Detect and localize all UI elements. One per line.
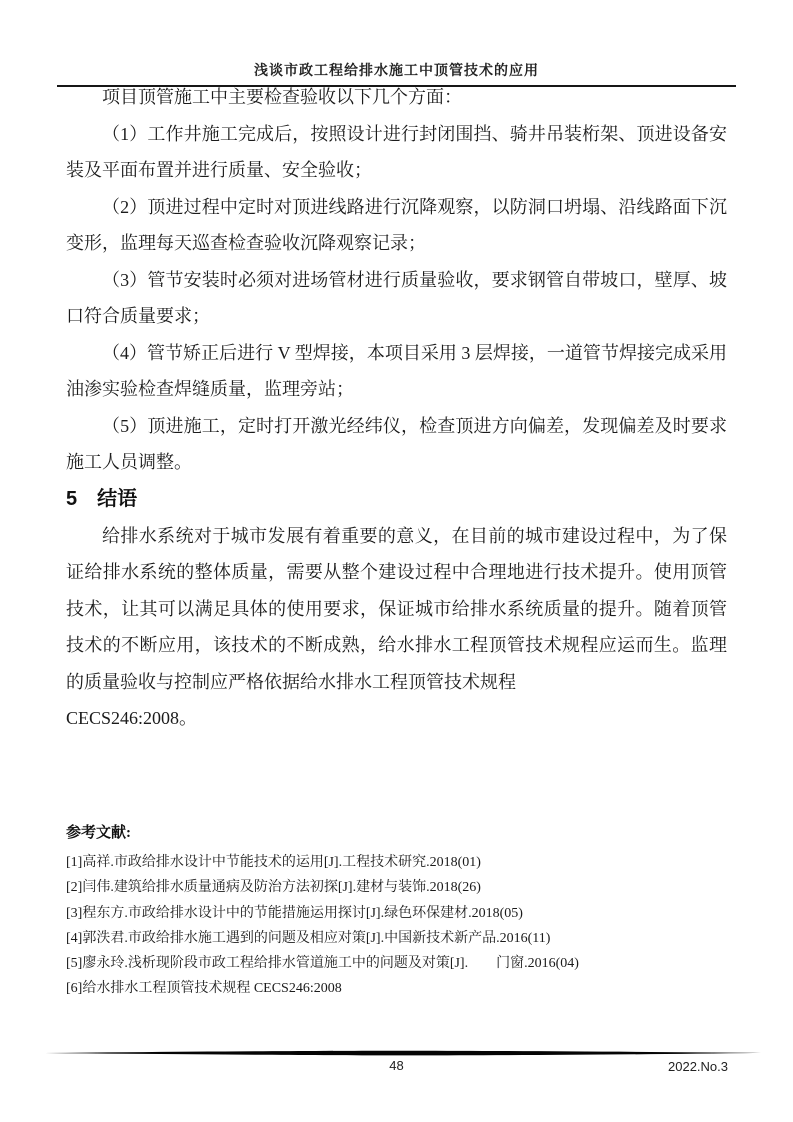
conclusion-code-line: CECS246:2008。 [66, 708, 198, 728]
reference-item-6: [6]给水排水工程顶管技术规程 CECS246:2008 [66, 981, 342, 997]
references-heading: 参考文献: [66, 825, 131, 841]
article-body [66, 79, 727, 737]
body-paragraph-item-5: （5）顶进施工，定时打开激光经纬仪，检查顶进方向偏差，发现偏差及时要求施工人员调整。 [66, 415, 727, 472]
body-paragraph-item-1: （1）工作井施工完成后，按照设计进行封闭围挡、骑井吊装桁架、顶进设备安装及平面布置并进行质量、安全验收； [66, 123, 727, 180]
reference-item-3: [3]程东方.市政给排水设计中的节能措施运用探讨[J].绿色环保建材.2018(05) [66, 905, 523, 921]
body-paragraph-item-3: （3）管节安装时必须对进场管材进行质量验收，要求钢管自带坡口，壁厚、坡口符合质量要求； [66, 269, 727, 326]
reference-item-2: [2]闫伟.建筑给排水质量通病及防治方法初探[J].建材与装饰.2018(26) [66, 880, 481, 896]
body-paragraph-item-4: （4）管节矫正后进行 V 型焊接，本项目采用 3 层焊接，一道管节焊接完成采用油渗实验检查焊缝质量，监理旁站； [66, 342, 727, 399]
body-paragraph-intro: 项目顶管施工中主要检查验收以下几个方面： [102, 87, 462, 107]
section-title: 结语 [97, 487, 138, 510]
footer-issue-number: 2022.No.3 [668, 1059, 728, 1074]
reference-item-5: [5]廖永玲.浅析现阶段市政工程给排水管道施工中的问题及对策[J]. 门窗.2016(04) [66, 956, 579, 972]
conclusion-paragraph: 给排水系统对于城市发展有着重要的意义，在目前的城市建设过程中，为了保证给排水系统的整体质量，需要从整个建设过程中合理地进行技术提升。使用顶管技术，让其可以满足具体的使用要求，保证城市给排水系统质量的提升。随着顶管技术的不断应用，该技术的不断成熟，给水排水工程顶管技术规程应运而生。监理的质量验收与控制应严格依据给水排水工程顶管技术规程 [66, 525, 727, 692]
reference-item-1: [1]高祥.市政给排水设计中节能技术的运用[J].工程技术研究.2018(01) [66, 855, 481, 870]
section-number: 5 [66, 487, 78, 510]
reference-item-4: [4]郭泆君.市政给排水施工遇到的问题及相应对策[J].中国新技术新产品.2016(11) [66, 930, 551, 946]
body-paragraph-item-2: （2）顶进过程中定时对顶进线路进行沉降观察，以防洞口坍塌、沿线路面下沉变形，监理每天巡查检查验收沉降观察记录； [66, 196, 727, 253]
section-heading-conclusion [66, 481, 727, 518]
footer-page-number: 48 [389, 1058, 404, 1073]
footer-divider-line [45, 1050, 761, 1056]
references-section [66, 820, 727, 1002]
running-head-title: 浅谈市政工程给排水施工中顶管技术的应用 [254, 64, 539, 79]
